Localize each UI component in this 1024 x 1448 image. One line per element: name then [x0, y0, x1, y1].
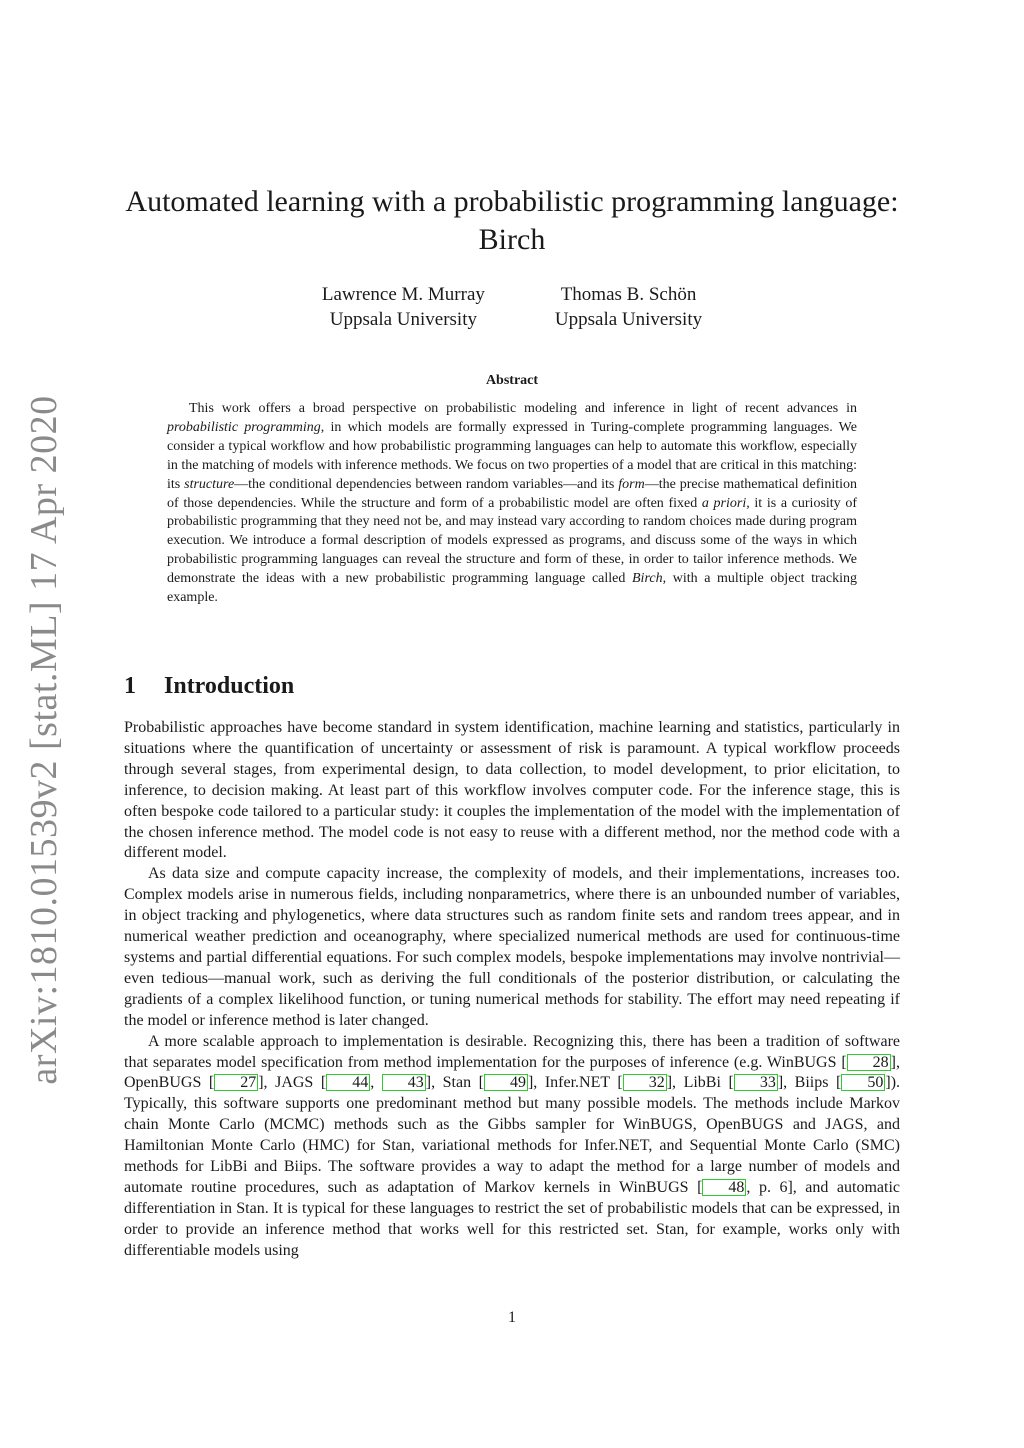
citation-link[interactable]: 48	[702, 1179, 746, 1196]
emphasis: probabilistic programming	[167, 419, 321, 435]
arxiv-identifier: arXiv:1810.01539v2 [stat.ML] 17 Apr 2020	[23, 395, 65, 1085]
title-line-2: Birch	[478, 223, 546, 256]
body-paragraph-3: A more scalable approach to implementation is desirable. Recognizing this, there has been a tradition of software that separates model specification from method implementation for the purposes of inference (e.g. WinBUGS [ 28 ], OpenBUGS [ 27 ], JAGS [ 44 , 43 ], Stan [ 49 ], Infer.NET [ 32 ], LibBi [ 33 ], Biips [ 50 ]). Typically, this software supports one predominant method but many possible models. The methods include Markov chain Monte Carlo (MCMC) methods such as the Gibbs sampler for WinBUGS, OpenBUGS and JAGS, and Hamiltonian Monte Carlo (HMC) for Stan, variational methods for Infer.NET, and Sequential Monte Carlo (SMC) methods for LibBi and Biips. The software provides a way to adapt the method for a large number of models and automate routine procedures, such as adaptation of Markov kernels in WinBUGS [ 48 , p. 6], and automatic differentiation in Stan. It is typical for these languages to restrict the set of probabilistic models that can be expressed, in order to provide an inference method that works well for this restricted set. Stan, for example, works only with differentiable models using	[124, 1032, 901, 1259]
page-number: 1	[508, 1309, 516, 1326]
citation-link[interactable]: 32	[623, 1074, 667, 1091]
author-name: Thomas B. Schön	[560, 284, 697, 305]
citation-link[interactable]: 43	[382, 1074, 426, 1091]
emphasis: a priori	[701, 495, 747, 511]
emphasis: form	[618, 476, 645, 492]
citation-link[interactable]: 49	[484, 1074, 528, 1091]
abstract-body	[167, 400, 857, 608]
emphasis: structure	[184, 476, 235, 492]
citation-link[interactable]: 28	[847, 1054, 891, 1071]
paper-title	[124, 183, 900, 259]
abstract-heading: Abstract	[485, 373, 539, 388]
section-body	[124, 718, 900, 1262]
author-name: Lawrence M. Murray	[321, 284, 485, 305]
emphasis: Birch	[632, 571, 663, 587]
author-affiliation: Uppsala University	[329, 309, 477, 330]
citation-link[interactable]: 33	[734, 1074, 778, 1091]
citation-link[interactable]: 44	[326, 1074, 370, 1091]
section-heading	[124, 673, 294, 700]
citation-link[interactable]: 50	[841, 1074, 885, 1091]
body-paragraph-2: As data size and compute capacity increase, the complexity of models, and their implementations, increases too. Complex models arise in numerous fields, including nonparametrics, where there is an unbounded number of variables, in object tracking and phylogenetics, where data structures such as random finite sets and random trees appear, and in numerical weather prediction and oceanography, where specialized numerical methods are used for continuous-time systems and partial differential equations. For such complex models, bespoke implementations may involve nontrivial—even tedious—manual work, such as deriving the full conditionals of the posterior distribution, or calculating the gradients of a complex likelihood function, or tuning numerical methods for stability. The effort may need repeating if the model or inference method is later changed.	[124, 865, 900, 1029]
author-block	[0, 282, 1024, 332]
body-paragraph-1: Probabilistic approaches have become standard in system identification, machine learning and statistics, particularly in situations where the quantification of uncertainty or assessment of risk is paramount. A typical workflow proceeds through several stages, from experimental design, to data collection, to model development, to prior elicitation, to inference, to decision making. At least part of this workflow involves computer code. For the inference stage, this is often bespoke code tailored to a particular study: it couples the implementation of the model with the implementation of the chosen inference method. The model code is not easy to reuse with a different method, nor the method code with a different model.	[124, 719, 900, 862]
title-line-1: Automated learning with a probabilistic programming language:	[125, 185, 899, 218]
author-affiliation: Uppsala University	[554, 309, 703, 330]
section-number: 1	[124, 673, 136, 699]
author-2	[555, 282, 702, 332]
author-1	[322, 282, 485, 332]
section-title: Introduction	[164, 673, 295, 699]
abstract-paragraph: This work offers a broad perspective on probabilistic modeling and inference in light of recent advances in probabilistic programming, in which models are formally expressed in Turing-complete programming languages. We consider a typical workflow and how probabilistic programming languages can help to automate this workflow, especially in the matching of models with inference methods. We focus on two properties of a model that are critical in this matching: its structure—the conditional dependencies between random variables—and its form—the precise mathematical definition of those dependencies. While the structure and form of a probabilistic model are often fixed a priori, it is a curiosity of probabilistic programming that they need not be, and may instead vary according to random choices made during program execution. We introduce a formal description of models expressed as programs, and discuss some of the ways in which probabilistic programming languages can reveal the structure and form of these, in order to tailor inference methods. We demonstrate the ideas with a new probabilistic programming language called Birch, with a multiple object tracking example.	[167, 401, 857, 606]
citation-link[interactable]: 27	[214, 1074, 258, 1091]
